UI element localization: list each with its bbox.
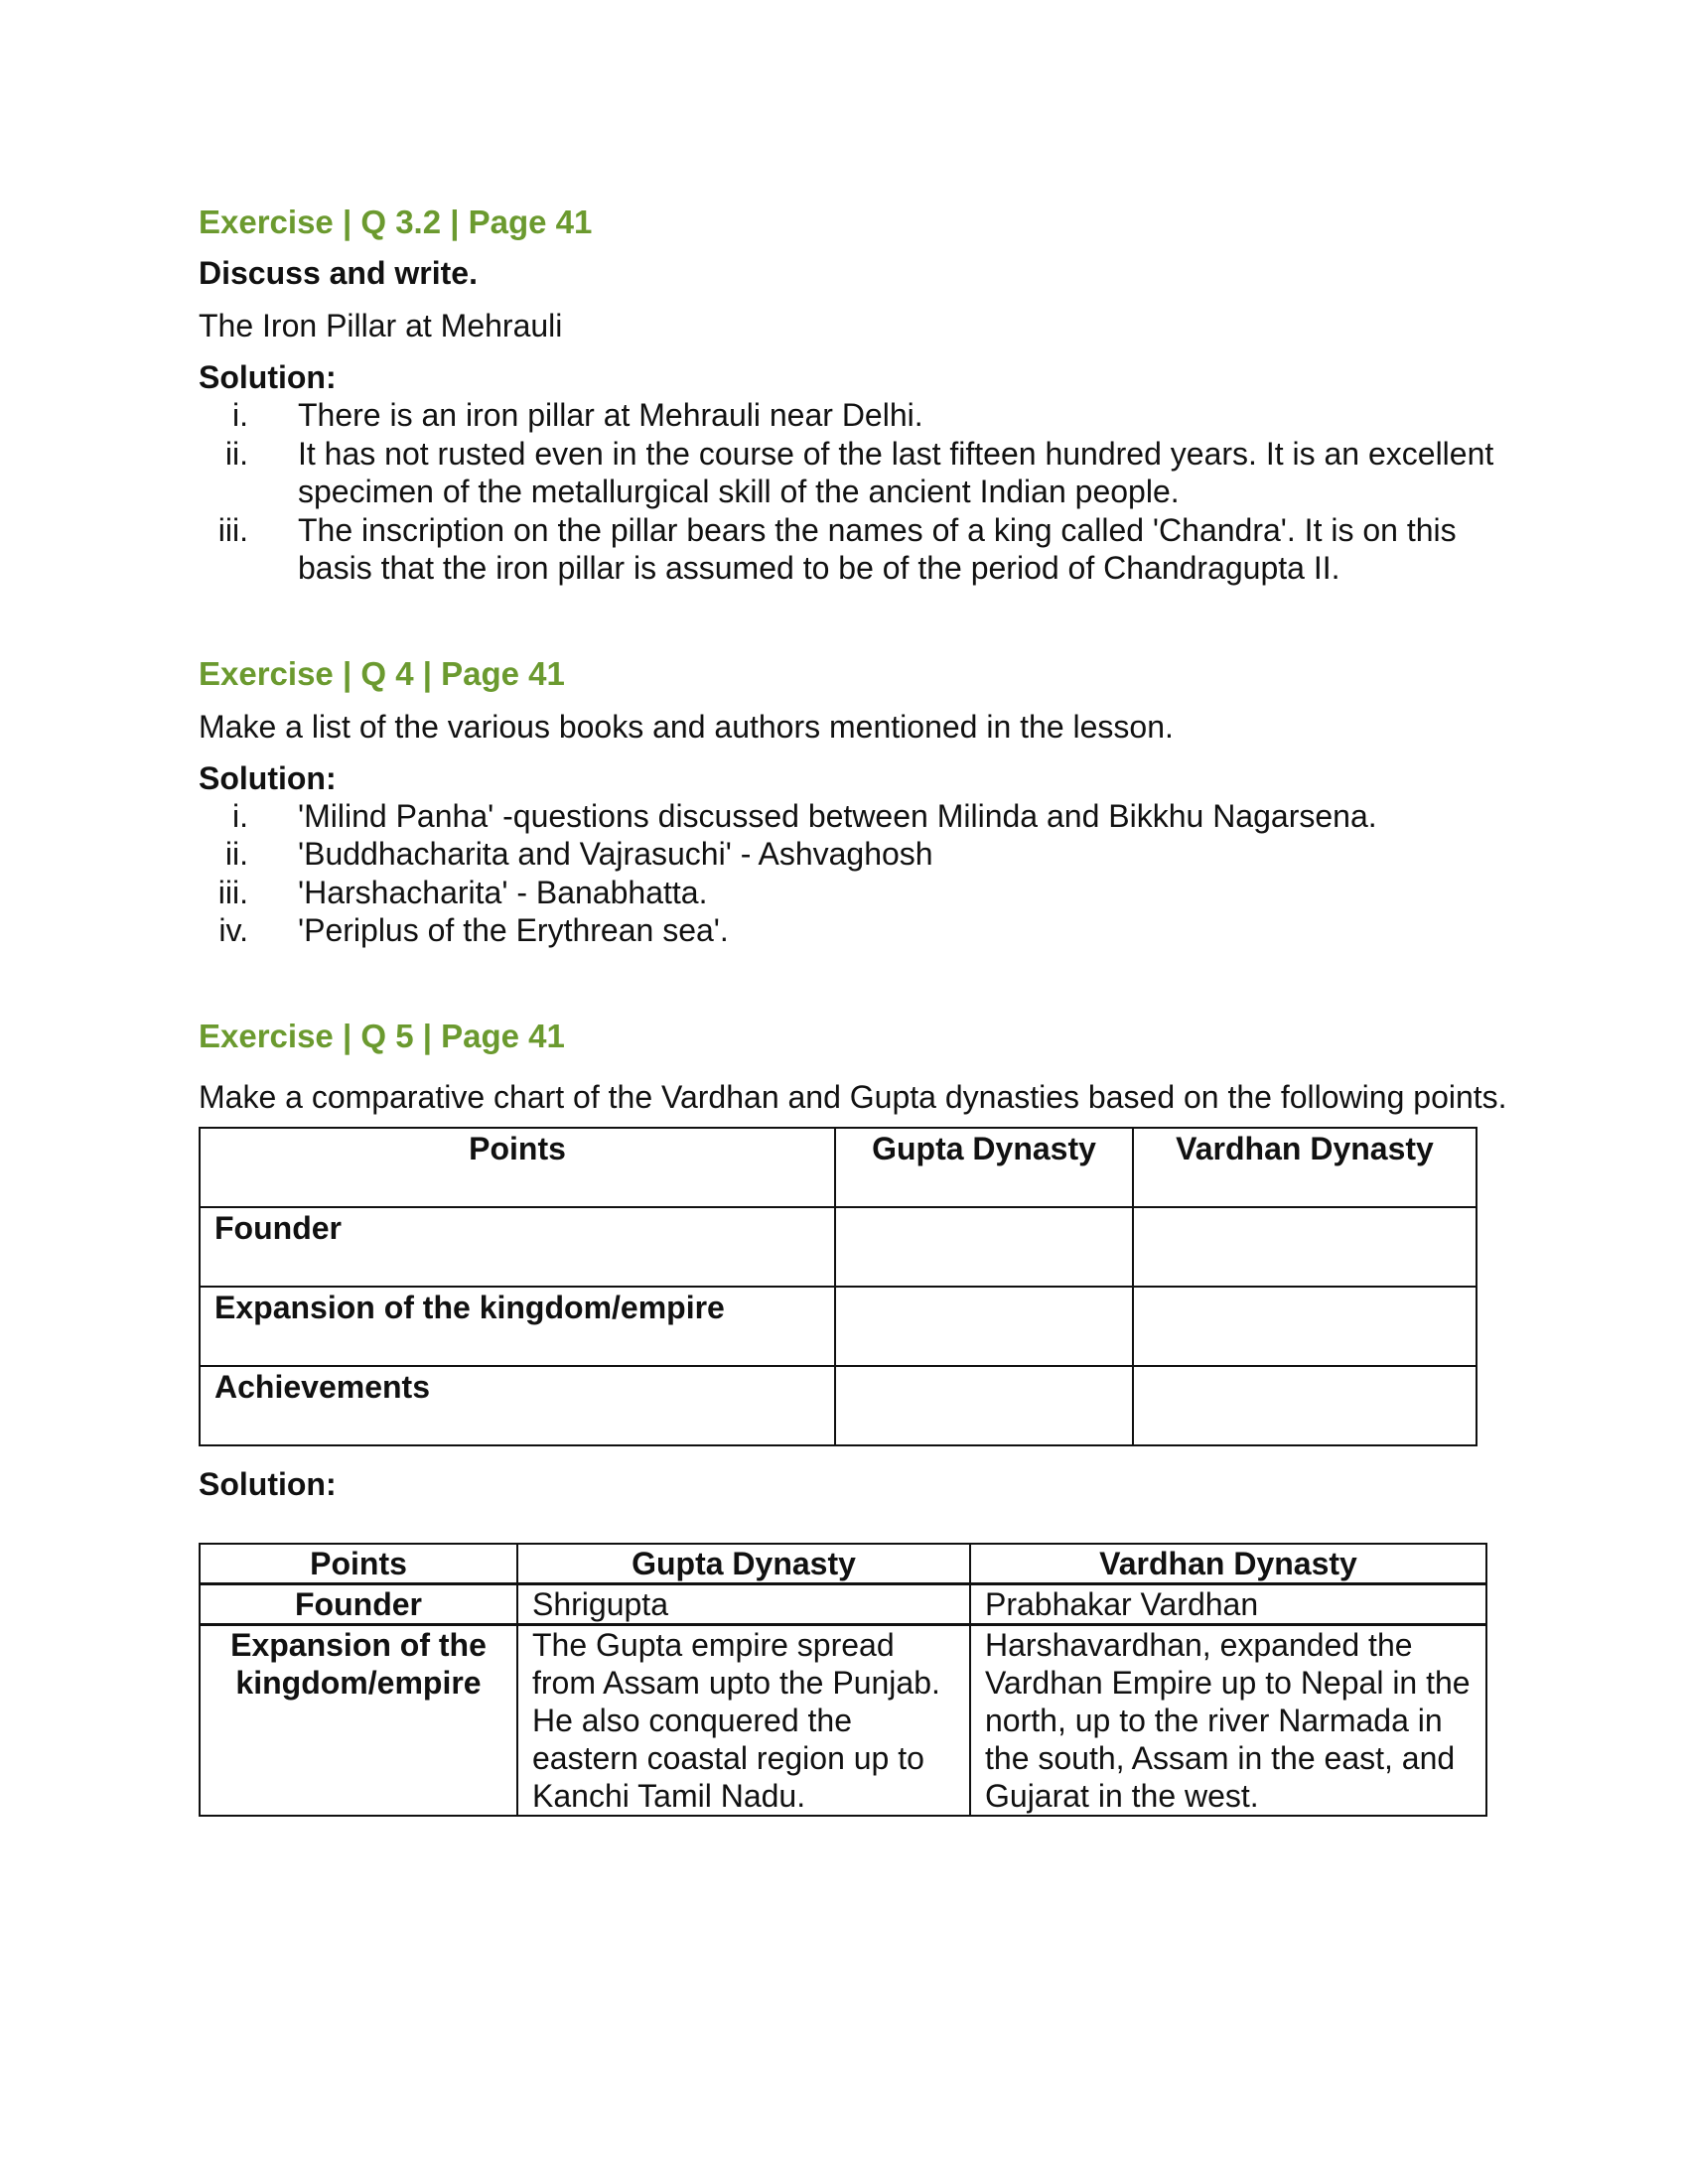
list-item [199,911,1509,950]
solution-label: Solution: [199,359,337,395]
exercise-q3-2 [199,204,1509,588]
exercise-q5 [199,1018,1509,1817]
table-cell-empty [1133,1287,1477,1366]
table-cell-empty [835,1287,1133,1366]
list-item [199,874,1509,912]
list-number: iii. [217,511,248,548]
list-item [199,797,1509,836]
solution-label: Solution: [199,1465,337,1502]
list-text: 'Buddhacharita and Vajrasuchi' - Ashvaghosh [298,836,933,872]
question-text: The Iron Pillar at Mehrauli [199,308,563,343]
table-cell: Expansion of the kingdom/empire [200,1287,835,1366]
list-number: ii. [224,836,248,872]
list-number: i. [232,797,248,834]
table-cell: Expansion of the kingdom/empire [200,1624,517,1816]
table-header: Vardhan Dynasty [1133,1128,1477,1207]
table-header: Vardhan Dynasty [970,1544,1486,1584]
table-row [200,1583,1486,1624]
list-text: 'Milind Panha' -questions discussed between Milinda and Bikkhu Nagarsena. [298,797,1377,834]
table-header-row [200,1128,1477,1207]
table-header: Points [200,1544,517,1584]
list-number: ii. [224,435,248,472]
document-page [199,204,1509,1817]
answer-comparison-table [199,1543,1487,1817]
table-row [200,1207,1477,1287]
table-cell: Founder [200,1207,835,1287]
list-number: iii. [217,874,248,910]
table-header: Gupta Dynasty [835,1128,1133,1207]
table-header-row [200,1544,1486,1584]
list-text: The inscription on the pillar bears the names of a king called 'Chandra'. It is on this basis that the iron pillar is assumed to be of the period of Chandragupta II. [298,511,1457,586]
list-item [199,396,1509,435]
table-cell: Prabhakar Vardhan [970,1583,1486,1624]
table-cell: The Gupta empire spread from Assam upto the Punjab. He also conquered the eastern coastal region up to Kanchi Tamil Nadu. [517,1624,970,1816]
solution-label: Solution: [199,759,337,796]
table-cell: Achievements [200,1366,835,1445]
list-text: 'Periplus of the Erythrean sea'. [298,912,729,948]
question-text: Make a list of the various books and authors mentioned in the lesson. [199,708,1174,745]
table-row [200,1624,1486,1816]
table-cell-empty [835,1207,1133,1287]
list-text: 'Harshacharita' - Banabhatta. [298,874,708,910]
table-cell-empty [835,1366,1133,1445]
table-cell-empty [1133,1366,1477,1445]
exercise-heading: Exercise | Q 3.2 | Page 41 [199,204,593,240]
table-cell: Shrigupta [517,1583,970,1624]
exercise-q4 [199,655,1509,950]
table-header: Gupta Dynasty [517,1544,970,1584]
table-cell: Harshavardhan, expanded the Vardhan Empire up to Nepal in the north, up to the river Narmada in the south, Assam in the east, and Gujarat in the west. [970,1624,1486,1816]
list-item [199,435,1509,511]
question-instruction: Discuss and write. [199,255,478,291]
list-number: iv. [218,912,248,948]
solution-list [199,396,1509,588]
table-header: Points [200,1128,835,1207]
table-row [200,1366,1477,1445]
question-text: Make a comparative chart of the Vardhan and Gupta dynasties based on the following points. [199,1078,1507,1115]
list-item [199,835,1509,874]
exercise-heading: Exercise | Q 5 | Page 41 [199,1017,565,1054]
list-item [199,511,1509,588]
solution-list [199,797,1509,950]
table-cell-empty [1133,1207,1477,1287]
blank-comparison-table [199,1127,1477,1446]
list-text: It has not rusted even in the course of the last fifteen hundred years. It is an excellent specimen of the metallurgical skill of the ancient Indian people. [298,435,1494,509]
list-number: i. [232,397,248,433]
exercise-heading: Exercise | Q 4 | Page 41 [199,654,565,692]
table-row [200,1287,1477,1366]
list-text: There is an iron pillar at Mehrauli near Delhi. [298,397,923,433]
table-cell: Founder [200,1583,517,1624]
